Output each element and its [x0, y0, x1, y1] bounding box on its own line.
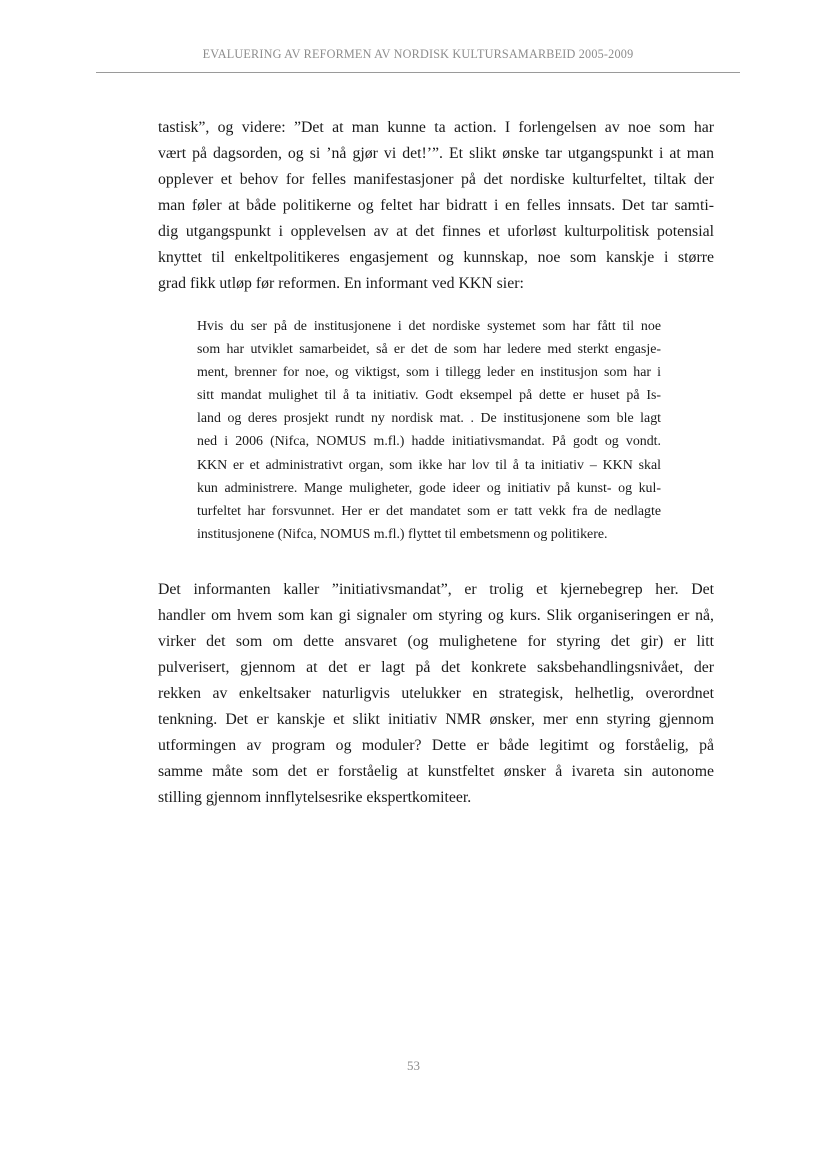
quote-line: turfeltet har forsvunnet. Her er det mandatet som er tatt vekk fra de nedlagte: [197, 503, 661, 519]
quote-line: som har utviklet samarbeidet, så er det de som har ledere med sterkt engasje-: [197, 342, 661, 358]
paragraph-line: grad fikk utløp før reformen. En informant ved KKN sier:: [158, 275, 524, 292]
paragraph-line: dig utgangspunkt i opplevelsen av at det finnes et uforløst kulturpolitisk potensial: [158, 223, 714, 240]
paragraph-line: opplever et behov for felles manifestasjoner på det nordiske kulturfeltet, tiltak der: [158, 171, 714, 188]
paragraph-line: stilling gjennom innflytelsesrike ekspertkomiteer.: [158, 789, 472, 806]
paragraph-line: tastisk”, og videre: ”Det at man kunne ta action. I forlengelsen av noe som har: [158, 119, 714, 136]
paragraph-1: [158, 115, 714, 297]
paragraph-line: Det informanten kaller ”initiativsmandat”, er trolig et kjernebegrep her. Det: [158, 581, 714, 598]
paragraph-line: vært på dagsorden, og si ’nå gjør vi det!’”. Et slikt ønske tar utgangspunkt i at man: [158, 145, 714, 162]
paragraph-2: [158, 577, 714, 811]
quote-line: land og deres prosjekt rundt ny nordisk mat. . De institusjonene som ble lagt: [197, 411, 661, 427]
paragraph-line: utformingen av program og moduler? Dette er både legitimt og forståelig, på: [158, 737, 714, 754]
paragraph-line: handler om hvem som kan gi signaler om styring og kurs. Slik organiseringen er nå,: [158, 607, 714, 624]
paragraph-line: man føler at både politikerne og feltet har bidratt i en felles innsats. Det tar samti-: [158, 197, 714, 214]
page-number: 53: [407, 1058, 420, 1073]
paragraph-line: rekken av enkeltsaker naturligvis utelukker en strategisk, helhetlig, overordnet: [158, 685, 714, 702]
paragraph-line: pulverisert, gjennom at det er lagt på det konkrete saksbehandlingsnivået, der: [158, 659, 714, 676]
quote-line: ned i 2006 (Nifca, NOMUS m.fl.) hadde initiativsmandat. På godt og vondt.: [197, 434, 661, 450]
quote-line: ment, brenner for noe, og viktigst, som i tillegg leder en institusjon som har i: [197, 365, 661, 381]
paragraph-line: tenkning. Det er kanskje et slikt initiativ NMR ønsker, mer enn styring gjennom: [158, 711, 714, 728]
quote-line: Hvis du ser på de institusjonene i det nordiske systemet som har fått til noe: [197, 319, 661, 334]
quote-line: KKN er et administrativt organ, som ikke har lov til å ta initiativ – KKN skal: [197, 457, 661, 473]
paragraph-line: knyttet til enkeltpolitikeres engasjement og kunnskap, noe som kanskje i større: [158, 249, 714, 266]
header-rule: [96, 72, 740, 73]
paragraph-line: virker det som om dette ansvaret (og mulighetene for styring det gir) er litt: [158, 633, 714, 650]
block-quote: [197, 315, 661, 546]
quote-line: institusjonene (Nifca, NOMUS m.fl.) flyttet til embetsmenn og politikere.: [197, 526, 608, 542]
paragraph-line: samme måte som det er forståelig at kunstfeltet ønsker å ivareta sin autonome: [158, 763, 714, 780]
running-header: EVALUERING AV REFORMEN AV NORDISK KULTURSAMARBEID 2005-2009: [202, 47, 634, 61]
quote-line: sitt mandat mulighet til å ta initiativ. Godt eksempel på dette er huset på Is-: [197, 388, 661, 404]
quote-line: kun administrere. Mange muligheter, gode ideer og initiativ på kunst- og kul-: [197, 480, 661, 496]
